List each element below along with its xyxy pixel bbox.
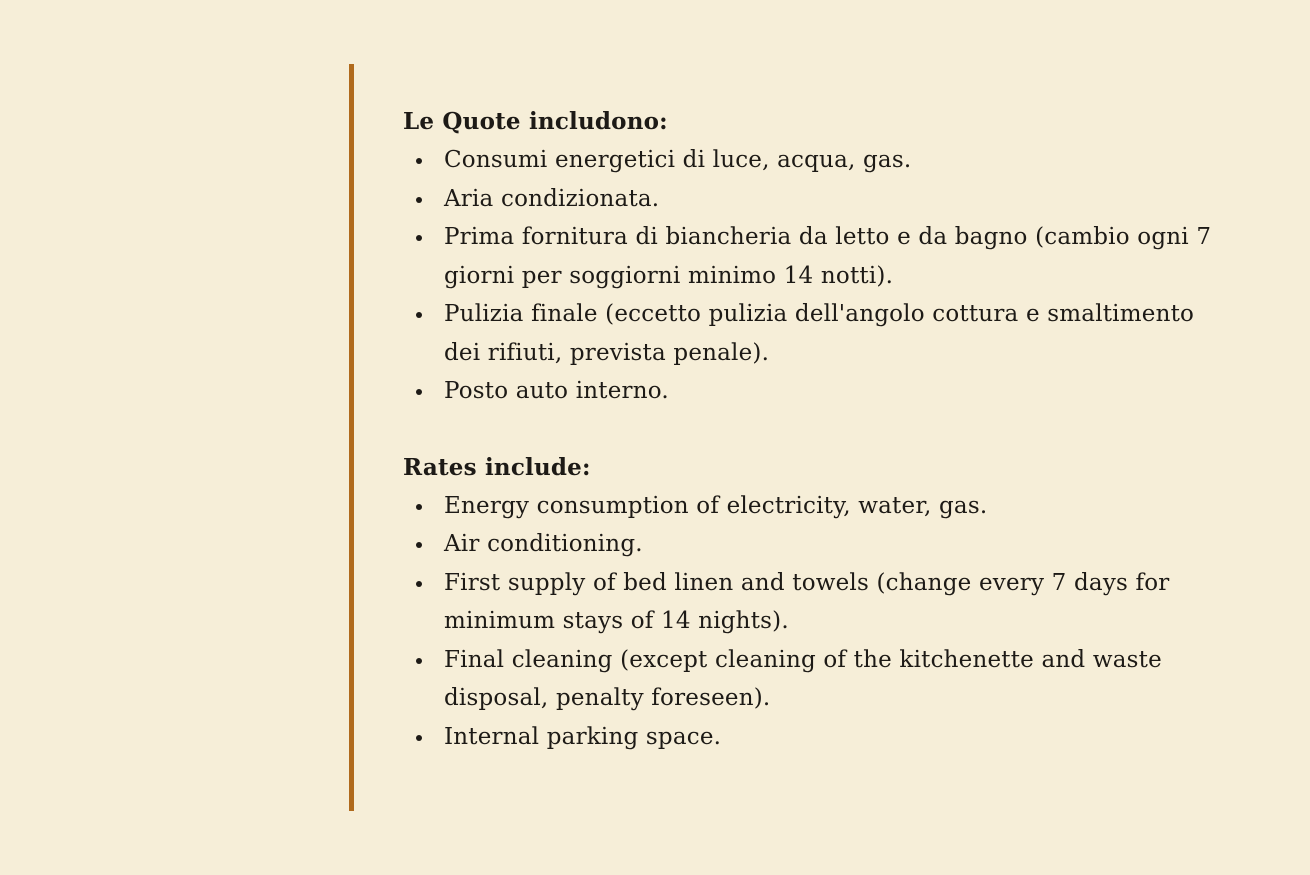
list-item-it-4 [403, 295, 1224, 372]
vertical-accent-divider [349, 64, 354, 811]
list-item-text: Energy consumption of electricity, water, gas. [444, 492, 988, 519]
list-item-text: Consumi energetici di luce, acqua, gas. [444, 147, 912, 173]
bullet-icon [416, 735, 422, 741]
bullet-icon [416, 658, 422, 664]
list-item-it-5 [403, 372, 1224, 411]
list-item-text: Prima fornitura di biancheria da letto e da bagno (cambio ogni 7 giorni per soggiorni minimo 14 notti). [444, 224, 1212, 289]
bullet-icon [416, 312, 422, 318]
list-item-it-2 [403, 180, 1224, 219]
list-item-text: Pulizia finale (eccetto pulizia dell'angolo cottura e smaltimento dei rifiuti, prevista penale). [444, 301, 1195, 366]
list-item-en-5 [403, 718, 1224, 757]
list-item-text: Final cleaning (except cleaning of the kitchenette and waste disposal, penalty foreseen). [444, 646, 1162, 711]
section-title-english: Rates include: [403, 453, 591, 481]
list-item-text: Aria condizionata. [444, 185, 660, 212]
section-title-italian: Le Quote includono: [403, 108, 668, 135]
list-item-text: Posto auto interno. [444, 378, 669, 404]
list-item-en-2 [403, 525, 1224, 564]
list-item-text: First supply of bed linen and towels (change every 7 days for minimum stays of 14 nights). [444, 569, 1170, 634]
italian-rates-section [403, 103, 1263, 411]
bullet-icon [416, 235, 422, 241]
bullet-icon [416, 158, 422, 164]
list-item-text: Internal parking space. [444, 723, 722, 750]
english-rates-section [403, 449, 1263, 757]
list-item-text: Air conditioning. [444, 531, 643, 557]
rates-content [403, 103, 1263, 756]
bullet-icon [416, 581, 422, 587]
english-inclusions-list [403, 487, 1263, 757]
bullet-icon [416, 504, 422, 510]
bullet-icon [416, 197, 422, 203]
list-item-en-3 [403, 564, 1224, 641]
list-item-en-4 [403, 641, 1224, 718]
italian-inclusions-list [403, 141, 1263, 411]
bullet-icon [416, 389, 422, 395]
list-item-it-1 [403, 141, 1224, 180]
list-item-it-3 [403, 218, 1224, 295]
list-item-en-1 [403, 487, 1224, 526]
bullet-icon [416, 542, 422, 548]
